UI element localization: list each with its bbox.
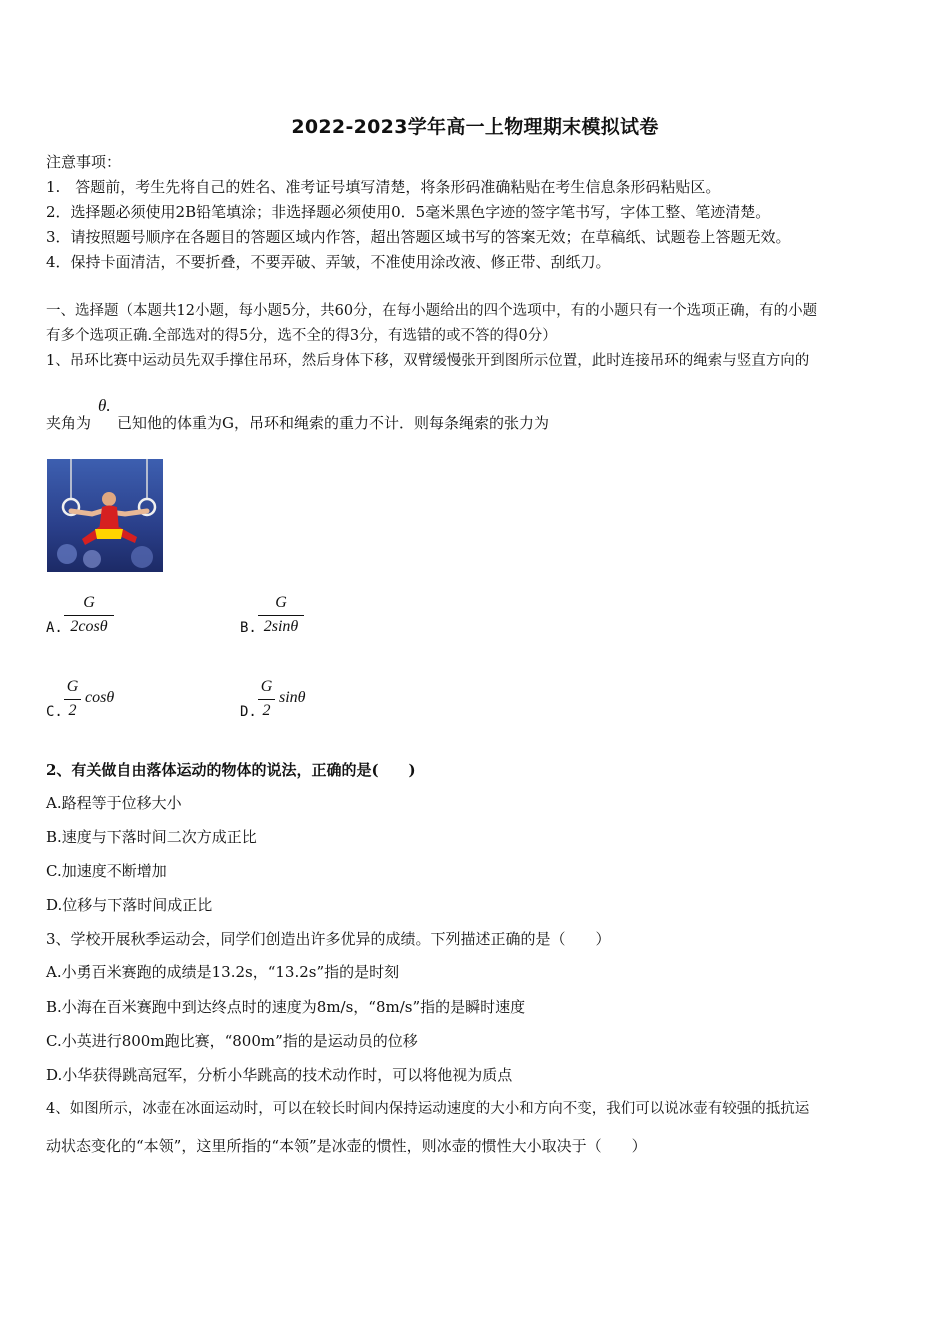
q1-option-b-denominator: 2sinθ [263, 618, 299, 635]
q1-option-a-numerator: G [83, 594, 95, 611]
q1-option-c-denominator: 2 [68, 702, 77, 719]
q1-option-a-fraction [64, 594, 114, 636]
q1-option-d-label: D. [240, 704, 257, 720]
q2-option-b: B.速度与下落时间二次方成正比 [46, 828, 257, 846]
q1-option-d-trig: sinθ [279, 689, 306, 706]
q2-option-a: A.路程等于位移大小 [46, 794, 182, 812]
fraction-bar [64, 615, 114, 616]
notice-item-1: 1. 答题前，考生先将自己的姓名、准考证号填写清楚，将条形码准确粘贴在考生信息条形码粘贴区。 [46, 178, 721, 196]
q1-option-a-label: A. [46, 620, 63, 636]
question-4-line2: 动状态变化的“本领”，这里所指的“本领”是冰壶的惯性，则冰壶的惯性大小取决于（ ） [46, 1137, 647, 1155]
q1-option-d-fraction [258, 678, 275, 720]
notice-item-2: 2．选择题必须使用2B铅笔填涂；非选择题必须使用0．5毫米黑色字迹的签字笔书写，字体工整、笔迹清楚。 [46, 203, 771, 221]
q3-option-d: D.小华获得跳高冠军，分析小华跳高的技术动作时，可以将他视为质点 [46, 1066, 513, 1084]
section1-instruction-line2: 有多个选项正确.全部选对的得5分，选不全的得3分，有选错的或不答的得0分） [46, 328, 557, 344]
q1-option-c-label: C. [46, 704, 63, 720]
q1-option-d-numerator: G [260, 678, 273, 695]
q1-option-a-denominator: 2cosθ [70, 618, 108, 635]
page-title: 2022-2023学年高一上物理期末模拟试卷 [291, 116, 659, 138]
gymnast-rings-photo [47, 459, 163, 572]
question-4-line1: 4、如图所示，冰壶在冰面运动时，可以在较长时间内保持运动速度的大小和方向不变，我们可以说冰壶有较强的抵抗运 [46, 1101, 810, 1117]
theta-symbol: θ. [98, 396, 111, 415]
q3-option-b: B.小海在百米赛跑中到达终点时的速度为8m/s，“8m/s”指的是瞬时速度 [46, 998, 526, 1016]
q3-option-c: C.小英进行800m跑比赛，“800m”指的是运动员的位移 [46, 1032, 418, 1050]
question-2-stem: 2、有关做自由落体运动的物体的说法，正确的是( ) [46, 761, 416, 779]
notice-item-3: 3．请按照题号顺序在各题目的答题区域内作答，超出答题区域书写的答案无效；在草稿纸、试题卷上答题无效。 [46, 228, 791, 246]
notice-heading: 注意事项： [46, 153, 122, 171]
q1-option-c-trig: cosθ [85, 689, 115, 706]
q1-option-c-fraction [64, 678, 81, 720]
question-1-line1: 1、吊环比赛中运动员先双手撑住吊环，然后身体下移，双臂缓慢张开到图所示位置，此时连接吊环的绳索与竖直方向的 [46, 353, 810, 369]
section1-instruction-line1: 一、选择题（本题共12小题，每小题5分，共60分，在每小题给出的四个选项中，有的小题只有一个选项正确，有的小题 [46, 303, 818, 319]
q1-option-b-label: B. [240, 620, 257, 636]
q1-option-b-numerator: G [275, 594, 287, 611]
q1-option-d-denominator: 2 [262, 702, 271, 719]
q1-option-c-numerator: G [66, 678, 79, 695]
question-1-line2-pre: 夹角为 [46, 414, 92, 432]
q2-option-c: C.加速度不断增加 [46, 862, 167, 880]
fraction-bar [258, 615, 304, 616]
question-3-stem: 3、学校开展秋季运动会，同学们创造出许多优异的成绩。下列描述正确的是（ ） [46, 930, 611, 948]
notice-item-4: 4．保持卡面清洁，不要折叠，不要弄破、弄皱，不准使用涂改液、修正带、刮纸刀。 [46, 253, 611, 271]
q1-option-b-fraction [258, 594, 304, 636]
fraction-bar [64, 699, 81, 700]
question-1-line2-post: 已知他的体重为G，吊环和绳索的重力不计．则每条绳索的张力为 [117, 414, 549, 432]
fraction-bar [258, 699, 275, 700]
q3-option-a: A.小勇百米赛跑的成绩是13.2s，“13.2s”指的是时刻 [46, 963, 400, 981]
q2-option-d: D.位移与下落时间成正比 [46, 896, 213, 914]
